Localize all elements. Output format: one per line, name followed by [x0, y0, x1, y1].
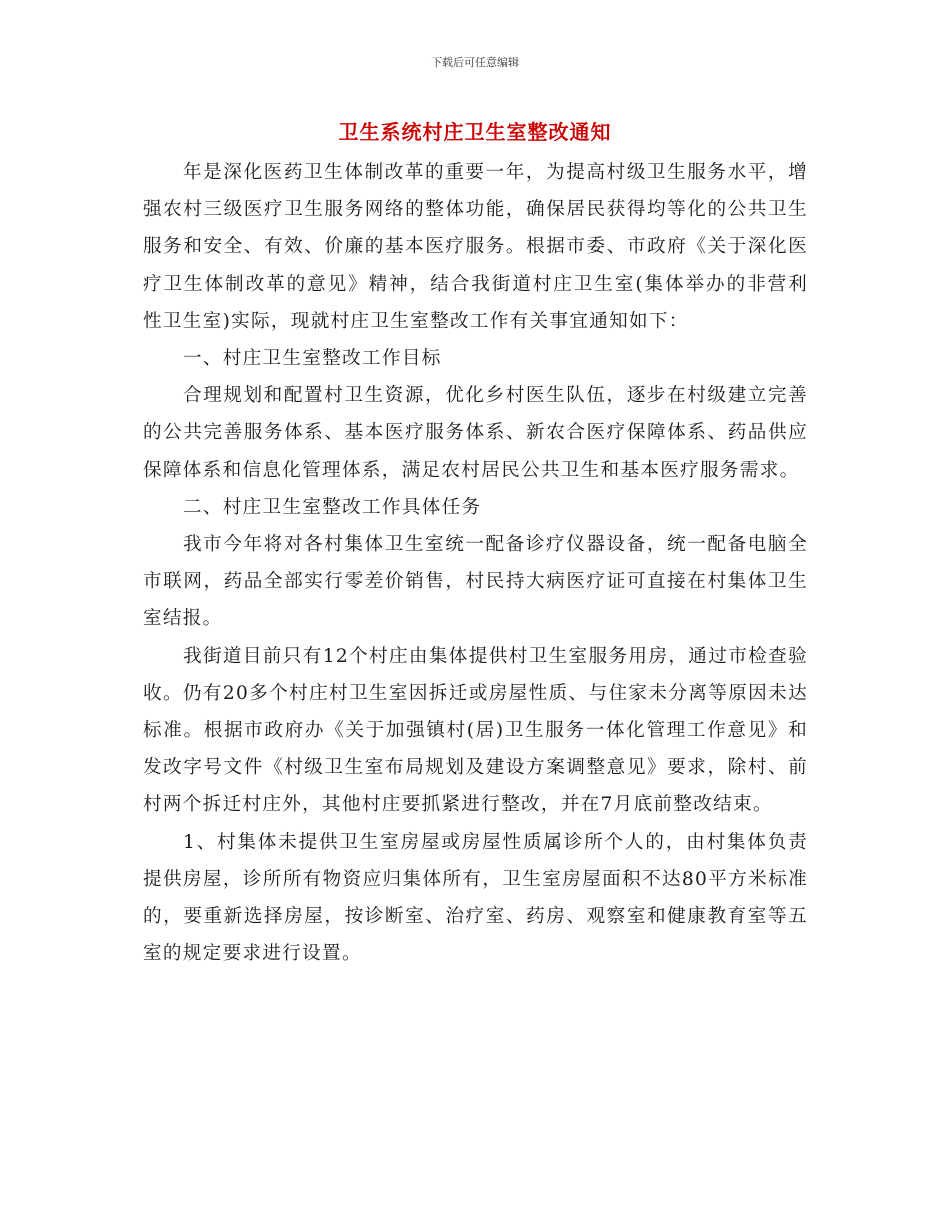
- paragraph-intro: 年是深化医药卫生体制改革的重要一年，为提高村级卫生服务水平，增强农村三级医疗卫生服务网络的整体功能，确保居民获得均等化的公共卫生服务和安全、有效、价廉的基本医疗服务。根据市委、市政府《关于深化医疗卫生体制改革的意见》精神，结合我街道村庄卫生室(集体举办的非营利性卫生室)实际，现就村庄卫生室整改工作有关事宜通知如下：: [143, 162, 808, 332]
- document-title: 卫生系统村庄卫生室整改通知: [338, 120, 612, 144]
- section-heading-tasks: 二、村庄卫生室整改工作具体任务: [182, 496, 482, 518]
- section-heading-goals: 一、村庄卫生室整改工作目标: [182, 348, 442, 370]
- document-body: [143, 154, 808, 972]
- page-header-note: 下载后可任意编辑: [431, 56, 519, 69]
- paragraph-tasks: 我市今年将对各村集体卫生室统一配备诊疗仪器设备，统一配备电脑全市联网，药品全部实行零差价销售，村民持大病医疗证可直接在村集体卫生室结报。: [143, 534, 808, 630]
- paragraph-item-1: 1、村集体未提供卫生室房屋或房屋性质属诊所个人的，由村集体负责提供房屋，诊所所有物资应归集体所有，卫生室房屋面积不达80平方米标准的，要重新选择房屋，按诊断室、治疗室、药房、观察室和健康教育室等五室的规定要求进行设置。: [143, 831, 808, 965]
- paragraph-goals: 合理规划和配置村卫生资源，优化乡村医生队伍，逐步在村级建立完善的公共完善服务体系、基本医疗服务体系、新农合医疗保障体系、药品供应保障体系和信息化管理体系，满足农村居民公共卫生和基本医疗服务需求。: [143, 385, 808, 481]
- paragraph-status: 我街道目前只有12个村庄由集体提供村卫生室服务用房，通过市检查验收。仍有20多个村庄村卫生室因拆迁或房屋性质、与住家未分离等原因未达标准。根据市政府办《关于加强镇村(居)卫生服务一体化管理工作意见》和发改字号文件《村级卫生室布局规划及建设方案调整意见》要求，除村、前村两个拆迁村庄外，其他村庄要抓紧进行整改，并在7月底前整改结束。: [143, 645, 808, 816]
